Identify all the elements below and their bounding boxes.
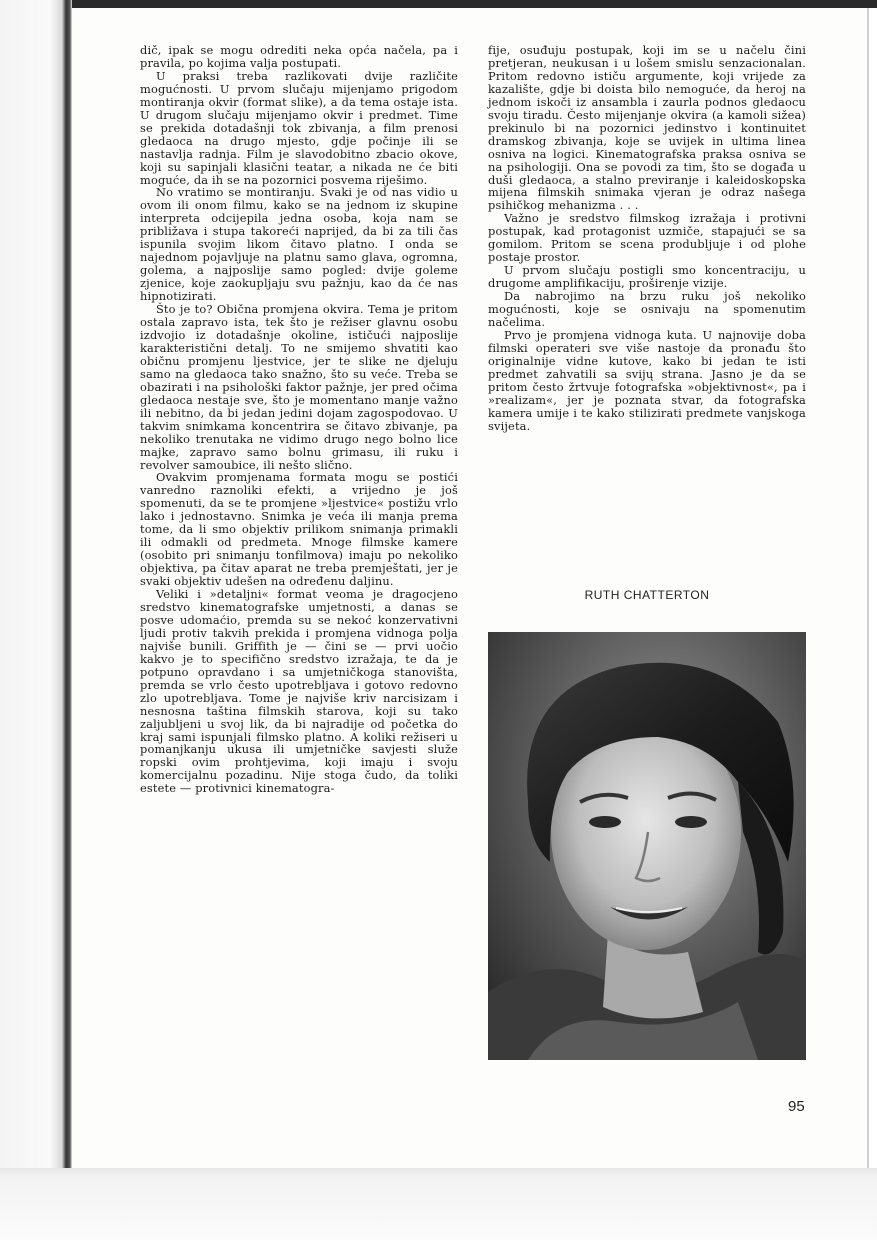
paragraph: U prvom slučaju postigli smo koncentraciju, u drugome amplifikaciju, proširenje vizije. (488, 263, 806, 291)
portrait-image (488, 632, 806, 1060)
paragraph: dič, ipak se mogu odrediti neka opća načela, pa i pravila, po kojima valja postupati. (140, 43, 458, 70)
paragraph: Da nabrojimo na brzu ruku još nekoliko mogućnosti, koje se osnivaju na spomenutim načelima. (488, 289, 806, 330)
scan-edge-bottom (0, 1168, 877, 1240)
paragraph: U praksi treba razlikovati dvije različite mogućnosti. U prvom slučaju mijenjamo prigodom montiranja okvir (format slike), a da tema ostaje ista. U drugom slučaju mijenjamo okvir i predmet. Time se prekida dotadašnji tok zbivanja, a film prenosi gledaoca na drugo mjesto, gdje počinje ili se nastavlja radnja. Film je slavodobitno zbacio okove, koji su sapinjali klasični teatar, a nikada ne će biti moguće, da ih se na pozornici posvema riješimo. (140, 68, 458, 187)
paragraph: Ovakvim promjenama formata mogu se postići vanredno raznoliki efekti, a vrijedno je još spomenuti, da se te promjene »ljestvice« postižu vrlo lako i jednostavno. Snimka je veća ili manja prema tome, da li smo objektiv prilikom snimanja primakli ili odmakli od predmeta. Mnoge filmske kamere (osobito pri snimanju tonfilmova) imaju po nekoliko objektiva, pa čitav aparat ne treba premještati, jer je svaki objektiv udešen na određenu daljinu. (140, 470, 458, 589)
paragraph: No vratimo se montiranju. Svaki je od nas vidio u ovom ili onom filmu, kako se na jednom iz skupine interpreta odcijepila jedna osoba, koja nam se približava i stupa takoreći naprijed, da bi za tili čas ispunila svojim likom čitavo platno. I onda se najednom pojavljuje na platnu samo glava, ogromna, golema, a najposlije samo pogled: dvije goleme zjenice, koje zaokupljaju svu pažnju, kao da će nas hipnotizirati. (140, 185, 458, 304)
page-number: 95 (788, 1098, 805, 1115)
right-text-column (488, 44, 806, 433)
photo-caption: RUTH CHATTERTON (584, 588, 710, 602)
portrait-photo (488, 632, 806, 1060)
paragraph: fije, osuđuju postupak, koji im se u načelu čini pretjeran, neukusan i u lošem smislu senzacionalan. Pritom redovno ističu argumente, koji vrijede za kazalište, gdje bi doista bilo nemoguće, da heroj na jednom iskoči iz ansambla i zaurla podnos gledaocu svoju tiradu. Često mijenjanje okvira (a kamoli sižea) prekinulo bi na pozornici jedinstvo i kontinuitet dramskog zbivanja, koje se uvijek in ultima linea osniva na logici. Kinematografska praksa osniva se na psihologiji. Ona se povodi za tim, što se događa u duši gledaoca, a stalno previranje i kaleidoskopska mijena filmskih snimaka vjeran je odraz našega psihičkog mehanizma . . . (488, 43, 806, 213)
paragraph: Što je to? Obična promjena okvira. Tema je pritom ostala zapravo ista, tek što je režiser glavnu osobu izdvojio iz dotadašnje okoline, ističući najposlije karakteristični detalj. To ne smijemo shvatiti kao običnu promjenu ljestvice, jer te slike ne djeluju samo na gledaoca tako snažno, što su veće. Treba se obazirati i na psihološki faktor pažnje, jer pred očima gledaoca nestaje sve, što je momentano manje važno ili nebitno, da bi jedan jedini dojam zagospodovao. U takvim snimkama koncentrira se čitavo zbivanje, pa nekoliko trenutaka ne vidimo drugo nego bolno lice majke, zapravo samo bolnu grimasu, ili ruku i revolver samoubice, ili nešto slično. (140, 302, 458, 472)
paragraph: Prvo je promjena vidnoga kuta. U najnovije doba filmski operateri sve više nastoje da pronađu što originalnije vidne kutove, kako bi jedan te isti predmet zahvatili sa svijų strana. Jasno je da se pritom često žrtvuje fotografska »objektivnost«, pa i »realizam«, jer je poznata stvar, da fotografska kamera umije i te kako stilizirati predmete vanjskoga svijeta. (488, 327, 806, 433)
scan-edge-left (0, 0, 72, 1240)
scan-edge-top (0, 0, 877, 8)
paragraph: Važno je sredstvo filmskog izražaja i protivni postupak, kad protagonist uzmiče, stapajući se sa gomilom. Pritom se scena produbljuje i od plohe postaje prostor. (488, 211, 806, 265)
paragraph: Veliki i »detaljni« format veoma je dragocjeno sredstvo kinematografske umjetnosti, a danas se posve udomaćio, premda su se nekoć konzervativni ljudi protiv takvih prekida i promjena vidnoga polja najviše bunili. Griffith je — čini se — prvi uočio kakvo je to specifično sredstvo izražaja, te da je potpuno opravdano i sa umjetničkoga stanovišta, premda se vrlo često upotrebljava i gotovo redovno zlo upotrebljava. Tome je najviše kriv narcisizam i nesnosna taština filmskih starova, koji su tako zaljubljeni u svoj lik, da bi najradije od početka do kraj sami ispunjali filmsko platno. A koliki režiseri u pomanjkanju ukusa ili umjetničke savjesti služe ropski ovim prohtjevima, koji imaju i svoju komercijalnu pozadinu. Nije stoga čudo, da toliki estete — protivnici kinematogra- (140, 587, 458, 796)
left-text-column (140, 44, 458, 795)
